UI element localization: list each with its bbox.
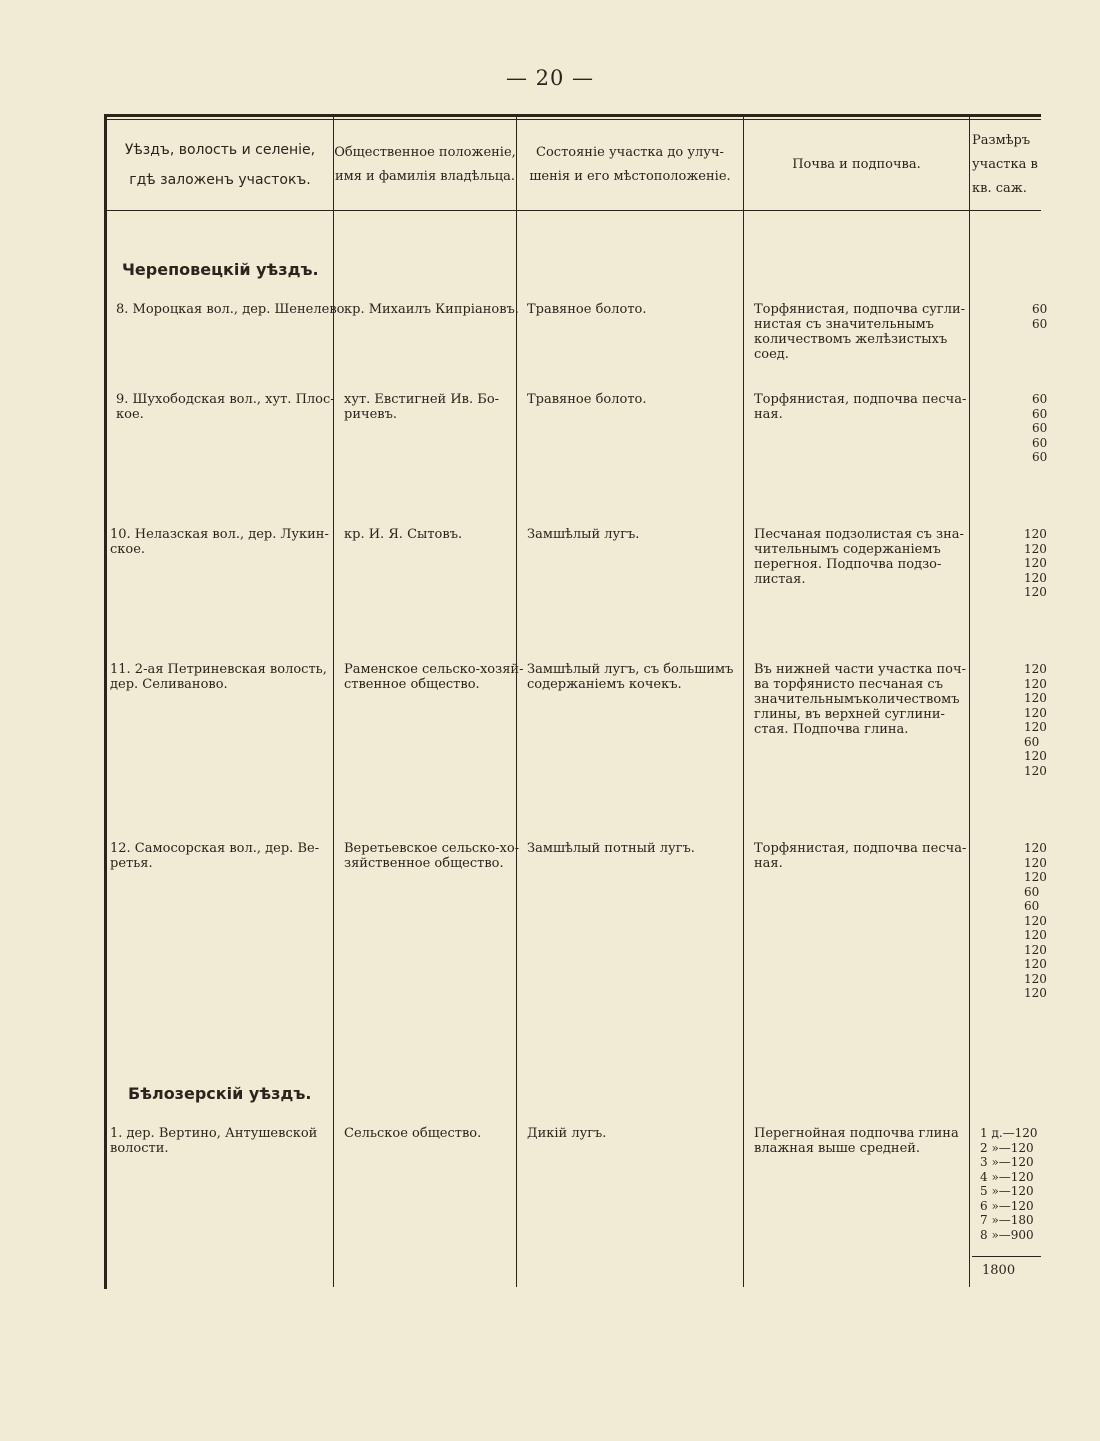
column-divider-2 xyxy=(516,117,517,1287)
row-10-soil: Песчаная подзолистая съ зна- чительнымъ содержанiемъ перегноя. Подпочва подзо- листая. xyxy=(754,527,964,587)
row-10-state: Замшѣлый лугъ. xyxy=(527,527,640,542)
total-rule xyxy=(972,1256,1041,1257)
page-number: — 20 — xyxy=(505,66,595,90)
row-10-sizes: 120 120 120 120 120 xyxy=(1024,527,1047,599)
row-b1-state: Дикiй лугъ. xyxy=(527,1126,607,1141)
row-9-owner: хут. Евстигней Ив. Бо- ричевъ. xyxy=(344,392,500,422)
row-12-sizes: 120 120 120 60 60 120 120 120 120 120 120 xyxy=(1024,841,1047,1000)
row-8-owner: кр. Михаилъ Кипрiановъ. xyxy=(344,302,519,317)
column-divider-3 xyxy=(743,117,744,1287)
header-state: Состоянiе участка до улуч- шенiя и его мѣстоположенiе. xyxy=(529,145,731,184)
district-title-belozersk: Бѣлозерскiй уѣздъ. xyxy=(128,1084,312,1103)
row-b1-soil: Перегнойная подпочва глина влажная выше средней. xyxy=(754,1126,959,1156)
header-place: Уѣздъ, волость и селенiе, гдѣ заложенъ участокъ. xyxy=(124,142,316,188)
column-divider-4 xyxy=(969,117,970,1287)
row-b1-place: 1. дер. Вертино, Антушевской волости. xyxy=(110,1126,318,1156)
row-9-soil: Торфянистая, подпочва песча- ная. xyxy=(754,392,967,422)
column-divider-1 xyxy=(333,117,334,1287)
row-12-soil: Торфянистая, подпочва песча- ная. xyxy=(754,841,967,871)
total-size: 1800 xyxy=(982,1263,1016,1278)
row-11-soil: Въ нижней части участка поч- ва торфянисто песчаная съ значительнымъколичествомъ глины, въ верхней суглини- стая. Подпочва глина. xyxy=(754,662,966,737)
district-title-cherepovets: Череповецкiй уѣздъ. xyxy=(122,260,319,279)
row-8-sizes: 60 60 xyxy=(1032,302,1048,331)
row-11-owner: Раменское сельско-хозяй- ственное общество. xyxy=(344,662,524,692)
header-rule xyxy=(104,210,1041,211)
row-10-owner: кр. И. Я. Сытовъ. xyxy=(344,527,463,542)
row-9-place: 9. Шухободская вол., хут. Плос- кое. xyxy=(116,392,335,422)
header-soil: Почва и подпочва. xyxy=(792,157,921,172)
header-size: Размѣръ участка в кв. саж. xyxy=(972,133,1038,196)
row-11-sizes: 120 120 120 120 120 60 120 120 xyxy=(1024,662,1047,778)
row-9-sizes: 60 60 60 60 60 xyxy=(1032,392,1048,464)
header-owner: Общественное положенiе, имя и фамилiя владѣльца. xyxy=(334,145,516,184)
row-b1-sizes: 1 д.—120 2 »—120 3 »—120 4 »—120 5 »—120 6 »—120 7 »—180 8 »—900 xyxy=(980,1126,1038,1242)
row-8-soil: Торфянистая, подпочва сугли- нистая съ значительнымъ количествомъ желѣзистыхъ соед. xyxy=(754,302,966,362)
row-12-state: Замшѣлый потный лугъ. xyxy=(527,841,695,856)
row-8-state: Травяное болото. xyxy=(527,302,647,317)
table-top-rule xyxy=(104,114,1041,117)
row-12-place: 12. Самосорская вол., дер. Ве- ретья. xyxy=(110,841,320,871)
row-b1-owner: Сельское общество. xyxy=(344,1126,482,1141)
row-8-place: 8. Мороцкая вол., дер. Шенелево xyxy=(116,302,345,317)
row-9-state: Травяное болото. xyxy=(527,392,647,407)
row-11-state: Замшѣлый лугъ, съ большимъ содержанiемъ кочекъ. xyxy=(527,662,734,692)
row-10-place: 10. Нелазская вол., дер. Лукин- ское. xyxy=(110,527,329,557)
table-left-border xyxy=(104,117,107,1289)
row-12-owner: Веретьевское сельско-хо- зяйственное общество. xyxy=(344,841,520,871)
row-11-place: 11. 2-ая Петриневская волость, дер. Селиваново. xyxy=(110,662,327,692)
